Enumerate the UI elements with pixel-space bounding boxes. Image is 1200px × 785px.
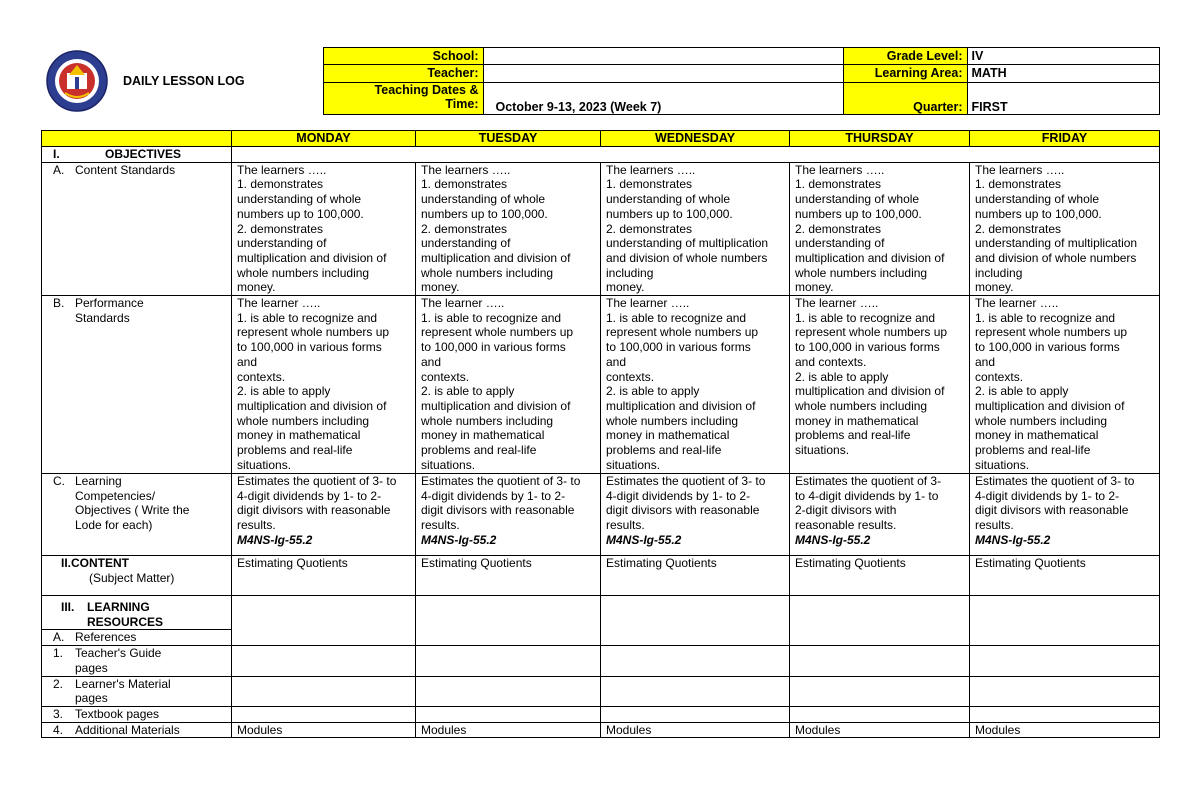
grade-level-label: Grade Level:: [843, 48, 967, 65]
competency-text: Estimates the quotient of 3- to 4-digit dividends by 1- to 2- digit divisors with reasonable results.: [421, 474, 581, 533]
competency-text: Estimates the quotient of 3- to 4-digit dividends by 1- to 2- digit divisors with reasonable results.: [606, 474, 766, 533]
textbook-tuesday[interactable]: [416, 706, 601, 722]
content-label: II.CONTENT: [61, 556, 129, 571]
teachers-guide-num: 1.: [53, 646, 64, 661]
grade-level-field[interactable]: IV: [967, 48, 1159, 65]
additional-materials-thursday[interactable]: Modules: [790, 722, 970, 738]
additional-materials-row: [42, 722, 1160, 738]
resources-wednesday[interactable]: [601, 596, 790, 646]
performance-standards-row: [42, 296, 1160, 474]
title-cell: [41, 48, 323, 115]
competencies-num: C.: [53, 474, 65, 489]
content-friday[interactable]: Estimating Quotients: [970, 556, 1160, 596]
day-header-monday: MONDAY: [232, 131, 416, 147]
content-standards-row: [42, 162, 1160, 295]
content-standards-heading: [42, 162, 232, 295]
teachers-guide-tuesday[interactable]: [416, 646, 601, 676]
teacher-field[interactable]: [483, 65, 843, 82]
additional-materials-num: 4.: [53, 722, 64, 737]
textbook-row: [42, 706, 1160, 722]
content-standards-friday[interactable]: The learners ….. 1. demonstrates understanding of whole numbers up to 100,000. 2. demonstrates understanding of multiplication and division of whole numbers including money.: [970, 162, 1160, 295]
competency-tuesday[interactable]: [416, 474, 601, 556]
corner-cell: [42, 131, 232, 147]
additional-materials-heading: [42, 722, 232, 738]
content-row: [42, 556, 1160, 596]
teaching-dates-label-line2: Time:: [445, 96, 479, 111]
objectives-num: I.: [53, 147, 60, 161]
references-heading: [42, 630, 232, 646]
quarter-label: Quarter:: [843, 82, 967, 115]
content-standards-label: Content Standards: [75, 162, 176, 177]
additional-materials-monday[interactable]: Modules: [232, 722, 416, 738]
school-label: School:: [323, 48, 483, 65]
references-num: A.: [53, 630, 65, 645]
learners-material-friday[interactable]: [970, 676, 1160, 706]
performance-standards-label: Performance Standards: [75, 296, 144, 325]
learning-area-label: Learning Area:: [843, 65, 967, 82]
teachers-guide-friday[interactable]: [970, 646, 1160, 676]
textbook-monday[interactable]: [232, 706, 416, 722]
day-header-thursday: THURSDAY: [790, 131, 970, 147]
teaching-dates-label: [323, 82, 483, 115]
teachers-guide-wednesday[interactable]: [601, 646, 790, 676]
teachers-guide-monday[interactable]: [232, 646, 416, 676]
resources-tuesday[interactable]: [416, 596, 601, 646]
additional-materials-label: Additional Materials: [75, 722, 180, 737]
resources-heading: [42, 596, 232, 630]
lesson-log-table: [41, 130, 1160, 738]
performance-standards-heading: [42, 296, 232, 474]
competency-code: M4NS-Ig-55.2: [421, 532, 497, 547]
textbook-num: 3.: [53, 706, 64, 721]
content-sublabel: (Subject Matter): [89, 570, 175, 585]
performance-standards-num: B.: [53, 296, 65, 311]
competency-friday[interactable]: [970, 474, 1160, 556]
resources-monday[interactable]: [232, 596, 416, 646]
teaching-dates-label-line1: Teaching Dates &: [374, 82, 479, 97]
content-standards-num: A.: [53, 162, 65, 177]
content-monday[interactable]: Estimating Quotients: [232, 556, 416, 596]
learners-material-monday[interactable]: [232, 676, 416, 706]
performance-standards-wednesday[interactable]: The learner ….. 1. is able to recognize and represent whole numbers up to 100,000 in various forms and contexts. 2. is able to apply multiplication and division of whole numbers including money in mathematical problems and real-life situations.: [601, 296, 790, 474]
objectives-label: OBJECTIVES: [105, 147, 182, 161]
competencies-label: Learning Competencies/ Objectives ( Write the Lode for each): [75, 474, 190, 533]
competency-text: Estimates the quotient of 3- to 4-digit dividends by 1- to 2-digit divisors with reasonable results.: [795, 474, 942, 533]
content-wednesday[interactable]: Estimating Quotients: [601, 556, 790, 596]
textbook-thursday[interactable]: [790, 706, 970, 722]
document-title: DAILY LESSON LOG: [123, 74, 245, 88]
textbook-label: Textbook pages: [75, 706, 160, 721]
competency-code: M4NS-Ig-55.2: [237, 532, 313, 547]
objectives-heading: [42, 147, 232, 163]
day-header-friday: FRIDAY: [970, 131, 1160, 147]
textbook-wednesday[interactable]: [601, 706, 790, 722]
competency-code: M4NS-Ig-55.2: [975, 532, 1051, 547]
objectives-span: [232, 147, 1160, 163]
content-standards-thursday[interactable]: The learners ….. 1. demonstrates understanding of whole numbers up to 100,000. 2. demonstrates understanding of multiplication and division of whole numbers including money.: [790, 162, 970, 295]
learners-material-heading: [42, 676, 232, 706]
textbook-friday[interactable]: [970, 706, 1160, 722]
performance-standards-tuesday[interactable]: The learner ….. 1. is able to recognize and represent whole numbers up to 100,000 in various forms and contexts. 2. is able to apply multiplication and division of whole numbers including money in mathematical problems and real-life situations.: [416, 296, 601, 474]
competency-text: Estimates the quotient of 3- to 4-digit dividends by 1- to 2- digit divisors with reasonable results.: [237, 474, 397, 533]
performance-standards-friday[interactable]: The learner ….. 1. is able to recognize and represent whole numbers up to 100,000 in various forms and contexts. 2. is able to apply multiplication and division of whole numbers including money in mathematical problems and real-life situations.: [970, 296, 1160, 474]
resources-label: LEARNING RESOURCES: [87, 600, 164, 629]
learners-material-wednesday[interactable]: [601, 676, 790, 706]
additional-materials-friday[interactable]: Modules: [970, 722, 1160, 738]
competency-text: Estimates the quotient of 3- to 4-digit dividends by 1- to 2- digit divisors with reasonable results.: [975, 474, 1135, 533]
quarter-field[interactable]: FIRST: [967, 82, 1159, 115]
competency-monday[interactable]: [232, 474, 416, 556]
content-standards-wednesday[interactable]: The learners ….. 1. demonstrates understanding of whole numbers up to 100,000. 2. demonstrates understanding of multiplication and division of whole numbers including money.: [601, 162, 790, 295]
competency-wednesday[interactable]: [601, 474, 790, 556]
competencies-row: [42, 474, 1160, 556]
teachers-guide-thursday[interactable]: [790, 646, 970, 676]
content-thursday[interactable]: Estimating Quotients: [790, 556, 970, 596]
deped-seal-icon: [45, 49, 109, 113]
additional-materials-tuesday[interactable]: Modules: [416, 722, 601, 738]
teachers-guide-heading: [42, 646, 232, 676]
teachers-guide-label: Teacher's Guide pages: [75, 646, 162, 675]
day-header-wednesday: WEDNESDAY: [601, 131, 790, 147]
day-header-tuesday: TUESDAY: [416, 131, 601, 147]
content-standards-monday[interactable]: The learners ….. 1. demonstrates understanding of whole numbers up to 100,000. 2. demonstrates understanding of multiplication and division of whole numbers including money.: [232, 162, 416, 295]
content-tuesday[interactable]: Estimating Quotients: [416, 556, 601, 596]
performance-standards-monday[interactable]: The learner ….. 1. is able to recognize and represent whole numbers up to 100,000 in various forms and contexts. 2. is able to apply multiplication and division of whole numbers including money in mathematical problems and real-life situations.: [232, 296, 416, 474]
additional-materials-wednesday[interactable]: Modules: [601, 722, 790, 738]
competencies-heading: [42, 474, 232, 556]
competency-code: M4NS-Ig-55.2: [795, 532, 871, 547]
day-header-row: [42, 131, 1160, 147]
resources-num: III.: [61, 600, 75, 615]
content-standards-tuesday[interactable]: The learners ….. 1. demonstrates understanding of whole numbers up to 100,000. 2. demonstrates understanding of multiplication and division of whole numbers including money.: [416, 162, 601, 295]
resources-friday[interactable]: [970, 596, 1160, 646]
teaching-dates-field[interactable]: October 9-13, 2023 (Week 7): [483, 82, 843, 115]
competency-thursday[interactable]: [790, 474, 970, 556]
resources-thursday[interactable]: [790, 596, 970, 646]
references-label: References: [75, 630, 137, 645]
learners-material-label: Learner's Material pages: [75, 676, 171, 706]
competency-code: M4NS-Ig-55.2: [606, 532, 682, 547]
learners-material-thursday[interactable]: [790, 676, 970, 706]
learners-material-num: 2.: [53, 676, 64, 691]
learners-material-tuesday[interactable]: [416, 676, 601, 706]
content-heading: [42, 556, 232, 596]
textbook-heading: [42, 706, 232, 722]
performance-standards-thursday[interactable]: The learner ….. 1. is able to recognize and represent whole numbers up to 100,000 in various forms and contexts. 2. is able to apply multiplication and division of whole numbers including money in mathematical problems and real-life situations.: [790, 296, 970, 474]
school-field[interactable]: [483, 48, 843, 65]
objectives-row: [42, 147, 1160, 163]
resources-row: [42, 596, 1160, 630]
teachers-guide-row: [42, 646, 1160, 676]
learning-area-field[interactable]: MATH: [967, 65, 1159, 82]
teacher-label: Teacher:: [323, 65, 483, 82]
learners-material-row: [42, 676, 1160, 706]
header-table: [41, 47, 1160, 115]
